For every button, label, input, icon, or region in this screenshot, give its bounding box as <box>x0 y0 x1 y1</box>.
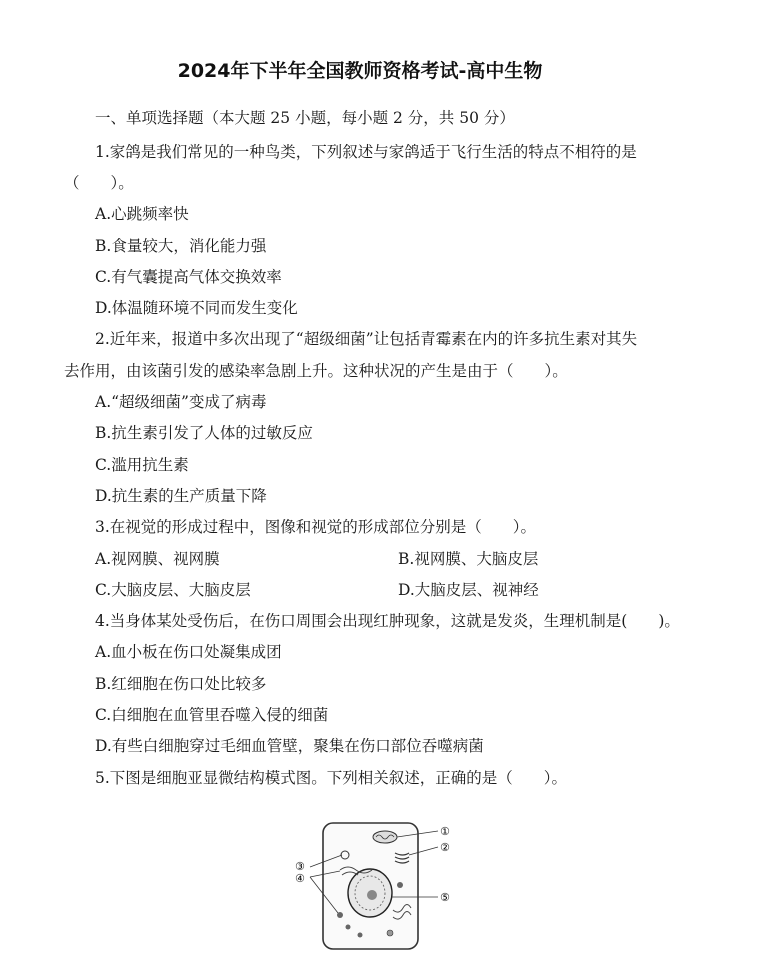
q4-option-a: A.血小板在伤口处凝集成团 <box>95 643 282 661</box>
q3-stem: 3.在视觉的形成过程中，图像和视觉的形成部位分别是（ ）。 <box>95 518 537 536</box>
cell-structure-diagram <box>290 815 460 955</box>
q1-option-d: D.体温随环境不同而发生变化 <box>95 299 298 317</box>
figure-label-1: ① <box>440 825 450 838</box>
q4-stem: 4.当身体某处受伤后，在伤口周围会出现红肿现象，这就是发炎，生理机制是( )。 <box>95 612 680 630</box>
q1-option-c: C.有气囊提高气体交换效率 <box>95 268 282 286</box>
q4-option-c: C.白细胞在血管里吞噬入侵的细菌 <box>95 706 329 724</box>
figure-label-2: ② <box>440 841 450 854</box>
figure-label-5: ⑤ <box>440 891 450 904</box>
figure-label-4: ④ <box>295 872 305 885</box>
q2-option-d: D.抗生素的生产质量下降 <box>95 487 267 505</box>
q2-option-b: B.抗生素引发了人体的过敏反应 <box>95 424 313 442</box>
q5-stem: 5.下图是细胞亚显微结构模式图。下列相关叙述，正确的是（ ）。 <box>95 769 568 787</box>
q2-option-a: A.“超级细菌”变成了病毒 <box>95 393 267 411</box>
q1-stem-line2: （ ）。 <box>64 174 134 192</box>
q1-option-b: B.食量较大，消化能力强 <box>95 237 267 255</box>
figure-label-3: ③ <box>295 860 305 873</box>
q3-option-a: A.视网膜、视网膜 <box>95 550 220 568</box>
q2-stem-line2: 去作用，由该菌引发的感染率急剧上升。这种状况的产生是由于（ ）。 <box>64 362 568 380</box>
q3-option-c: C.大脑皮层、大脑皮层 <box>95 581 251 599</box>
nucleolus <box>367 890 377 900</box>
section-heading: 一、单项选择题（本大题 25 小题，每小题 2 分，共 50 分） <box>95 109 515 127</box>
q3-option-d: D.大脑皮层、视神经 <box>398 581 539 599</box>
q2-option-c: C.滥用抗生素 <box>95 456 189 474</box>
q4-option-b: B.红细胞在伤口处比较多 <box>95 675 267 693</box>
q2-stem-line1: 2.近年来，报道中多次出现了“超级细菌”让包括青霉素在内的许多抗生素对其失 <box>95 330 638 348</box>
q1-option-a: A.心跳频率快 <box>95 205 189 223</box>
q1-stem-line1: 1.家鸽是我们常见的一种鸟类，下列叙述与家鸽适于飞行生活的特点不相符的是 <box>95 143 637 161</box>
q3-option-b: B.视网膜、大脑皮层 <box>398 550 539 568</box>
q4-option-d: D.有些白细胞穿过毛细血管壁，聚集在伤口部位吞噬病菌 <box>95 737 484 755</box>
page-title: 2024年下半年全国教师资格考试-高中生物 <box>177 60 543 82</box>
mitochondrion <box>373 831 397 843</box>
